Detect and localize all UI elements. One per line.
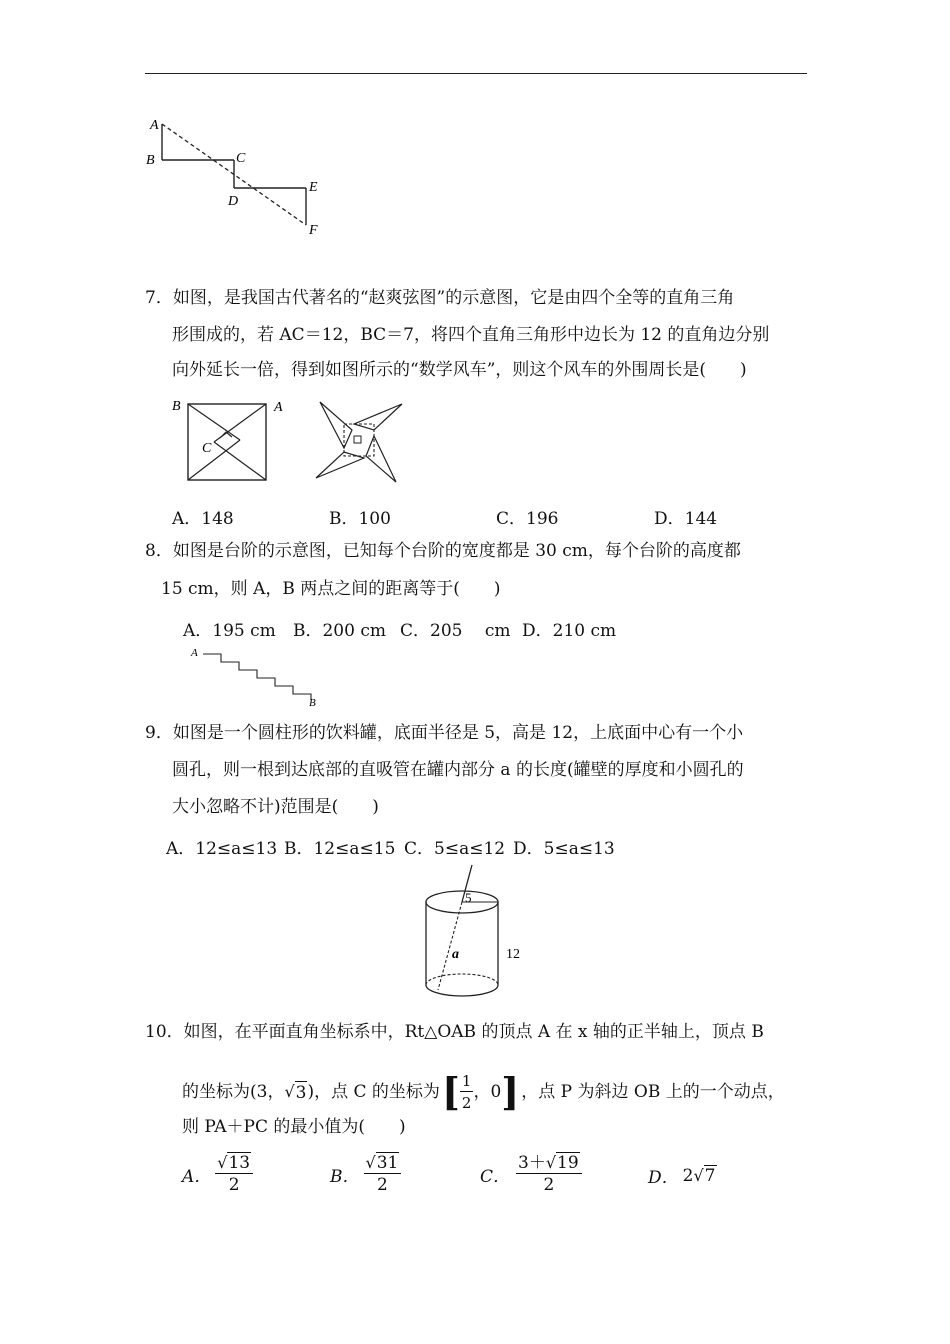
q7-option-d[interactable]: D．144: [654, 509, 718, 529]
q8-option-d[interactable]: D．210 cm: [522, 621, 617, 641]
q9-line-2: 圆孔，则一根到达底部的直吸管在罐内部分 a 的长度(罐壁的厚度和小圆孔的: [172, 760, 744, 780]
q9-option-a[interactable]: A．12≤a≤13: [166, 839, 278, 859]
label-C: C: [236, 151, 246, 166]
q8-line-1: 8．如图是台阶的示意图，已知每个台阶的宽度都是 30 cm，每个台阶的高度都: [145, 541, 741, 561]
stairs-figure: [185, 644, 325, 710]
label-B: B: [172, 399, 181, 414]
zigzag-figure: [140, 112, 340, 242]
label-A: A: [191, 647, 198, 659]
radical-icon: √: [284, 1081, 295, 1101]
point-c-coordinate: [ $\frac{1}{2}$ ， 0 ]: [441, 1069, 520, 1114]
label-B: B: [309, 697, 316, 709]
left-bracket-icon: [: [441, 1069, 460, 1114]
label-12: 12: [506, 947, 520, 962]
label-E: E: [309, 180, 318, 195]
q7-line-1: 7．如图，是我国古代著名的“赵爽弦图”的示意图，它是由四个全等的直角三角: [145, 288, 735, 308]
stairs-line: [203, 654, 311, 700]
q8-option-a[interactable]: A．195 cm: [183, 621, 276, 641]
q10-option-c[interactable]: C． $\frac{3+√19}{2}$: [480, 1152, 582, 1196]
q10-line-2-text-b: )，点 C 的坐标为: [307, 1082, 440, 1102]
q7-option-c[interactable]: C．196: [496, 509, 559, 529]
cylinder-body: [426, 891, 498, 996]
q8-line-2: 15 cm，则 A，B 两点之间的距离等于( ): [161, 579, 501, 599]
inner-lines: [188, 404, 266, 480]
q9-option-c[interactable]: C．5≤a≤12: [404, 839, 506, 859]
q10-option-b[interactable]: B． $\frac{√31}{2}$: [330, 1152, 401, 1196]
label-a: a: [452, 947, 459, 962]
math-windmill-figure: [310, 396, 406, 488]
cylinder-figure: [420, 862, 530, 1004]
q10-line-2: [182, 1069, 785, 1114]
header-rule: [145, 73, 807, 74]
q9-line-1: 9．如图是一个圆柱形的饮料罐，底面半径是 5，高是 12，上底面中心有一个小: [145, 723, 744, 743]
q7-line-3: 向外延长一倍，得到如图所示的“数学风车”，则这个风车的外围周长是( ): [172, 360, 747, 380]
label-A: A: [150, 118, 159, 133]
q10-line-2-text-c: ，点 P 为斜边 OB 上的一个动点，: [521, 1082, 785, 1102]
comma: ，: [473, 1082, 491, 1102]
right-bracket-icon: ]: [501, 1069, 520, 1114]
q10-line-3: 则 PA＋PC 的最小值为( ): [182, 1117, 406, 1137]
q9-option-d[interactable]: D．5≤a≤13: [513, 839, 615, 859]
q10-line-1: 10．如图，在平面直角坐标系中，Rt△OAB 的顶点 A 在 x 轴的正半轴上，顶点 B: [145, 1022, 764, 1042]
q8-option-c[interactable]: C．205 cm: [400, 621, 511, 641]
q7-option-b[interactable]: B．100: [329, 509, 391, 529]
label-D: D: [228, 194, 239, 209]
windmill-blades: [316, 402, 402, 482]
outer-square: [188, 404, 266, 480]
label-F: F: [309, 223, 318, 238]
q9-option-b[interactable]: B．12≤a≤15: [284, 839, 396, 859]
label-B: B: [146, 153, 155, 168]
cylinder-hidden-base: [426, 974, 498, 985]
q10-option-d[interactable]: D． 2 √ 7: [648, 1165, 716, 1188]
label-C: C: [202, 441, 212, 456]
q7-option-a[interactable]: A．148: [172, 509, 234, 529]
q9-line-3: 大小忽略不计)范围是( ): [172, 797, 379, 817]
zigzag-dashed-line: [162, 124, 306, 225]
straw-inside: [438, 902, 462, 990]
sqrt-3: √ 3: [284, 1081, 307, 1103]
label-A: A: [274, 400, 283, 415]
zhao-shuang-figure: [166, 396, 290, 488]
radical-icon: √: [693, 1166, 704, 1185]
q10-option-a[interactable]: A． $\frac{√13}{2}$: [182, 1152, 253, 1196]
q7-line-2: 形围成的，若 AC＝12，BC＝7，将四个直角三角形中边长为 12 的直角边分别: [172, 325, 770, 345]
center-marker: [354, 436, 361, 443]
q10-line-2-text-a: 的坐标为(3，: [182, 1082, 285, 1102]
label-5: 5: [465, 890, 472, 905]
q8-option-b[interactable]: B．200 cm: [293, 621, 386, 641]
